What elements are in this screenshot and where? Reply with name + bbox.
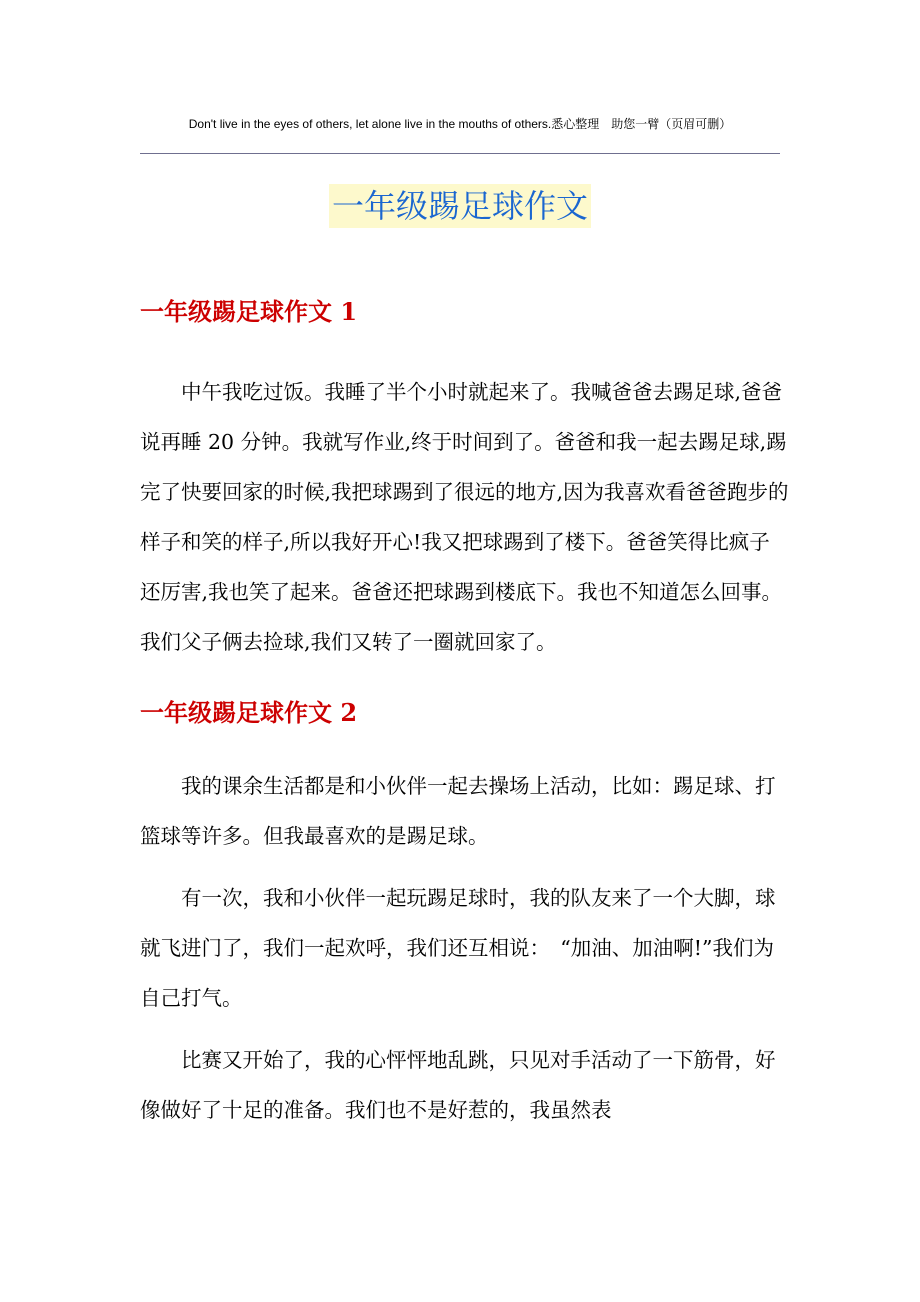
section-2-paragraph-3: 比赛又开始了，我的心怦怦地乱跳，只见对手活动了一下筋骨，好像做好了十足的准备。我们也不是好惹的，我虽然表	[140, 1048, 776, 1122]
document-body	[140, 286, 790, 1135]
document-title-text: 一年级踢足球作文	[329, 184, 591, 228]
section-2-paragraph-1: 我的课余生活都是和小伙伴一起去操场上活动，比如：踢足球、打篮球等许多。但我最喜欢的是踢足球。	[140, 774, 776, 848]
section-2-paragraph-2: 有一次，我和小伙伴一起玩踢足球时，我的队友来了一个大脚，球就飞进门了，我们一起欢呼，我们还互相说： “加油、加油啊!”我们为自己打气。	[140, 886, 776, 1010]
section-heading-1: 一年级踢足球作文 1	[140, 297, 358, 326]
section-1-paragraph-1: 中午我吃过饭。我睡了半个小时就起来了。我喊爸爸去踢足球,爸爸说再睡 20 分钟。我就写作业,终于时间到了。爸爸和我一起去踢足球,踢完了快要回家的时候,我把球踢到了很远的地方,因为我喜欢看爸爸跑步的样子和笑的样子,所以我好开心!我又把球踢到了楼下。爸爸笑得比疯子还厉害,我也笑了起来。爸爸还把球踢到楼底下。我也不知道怎么回事。我们父子俩去捡球,我们又转了一圈就回家了。	[140, 380, 789, 654]
header-rule	[140, 153, 780, 154]
section-heading-2: 一年级踢足球作文 2	[140, 698, 358, 727]
page-header: Don't live in the eyes of others, let alone live in the mouths of others.悉心整理 助您一臂（页眉可删）	[188, 117, 732, 131]
document-title	[0, 184, 920, 228]
